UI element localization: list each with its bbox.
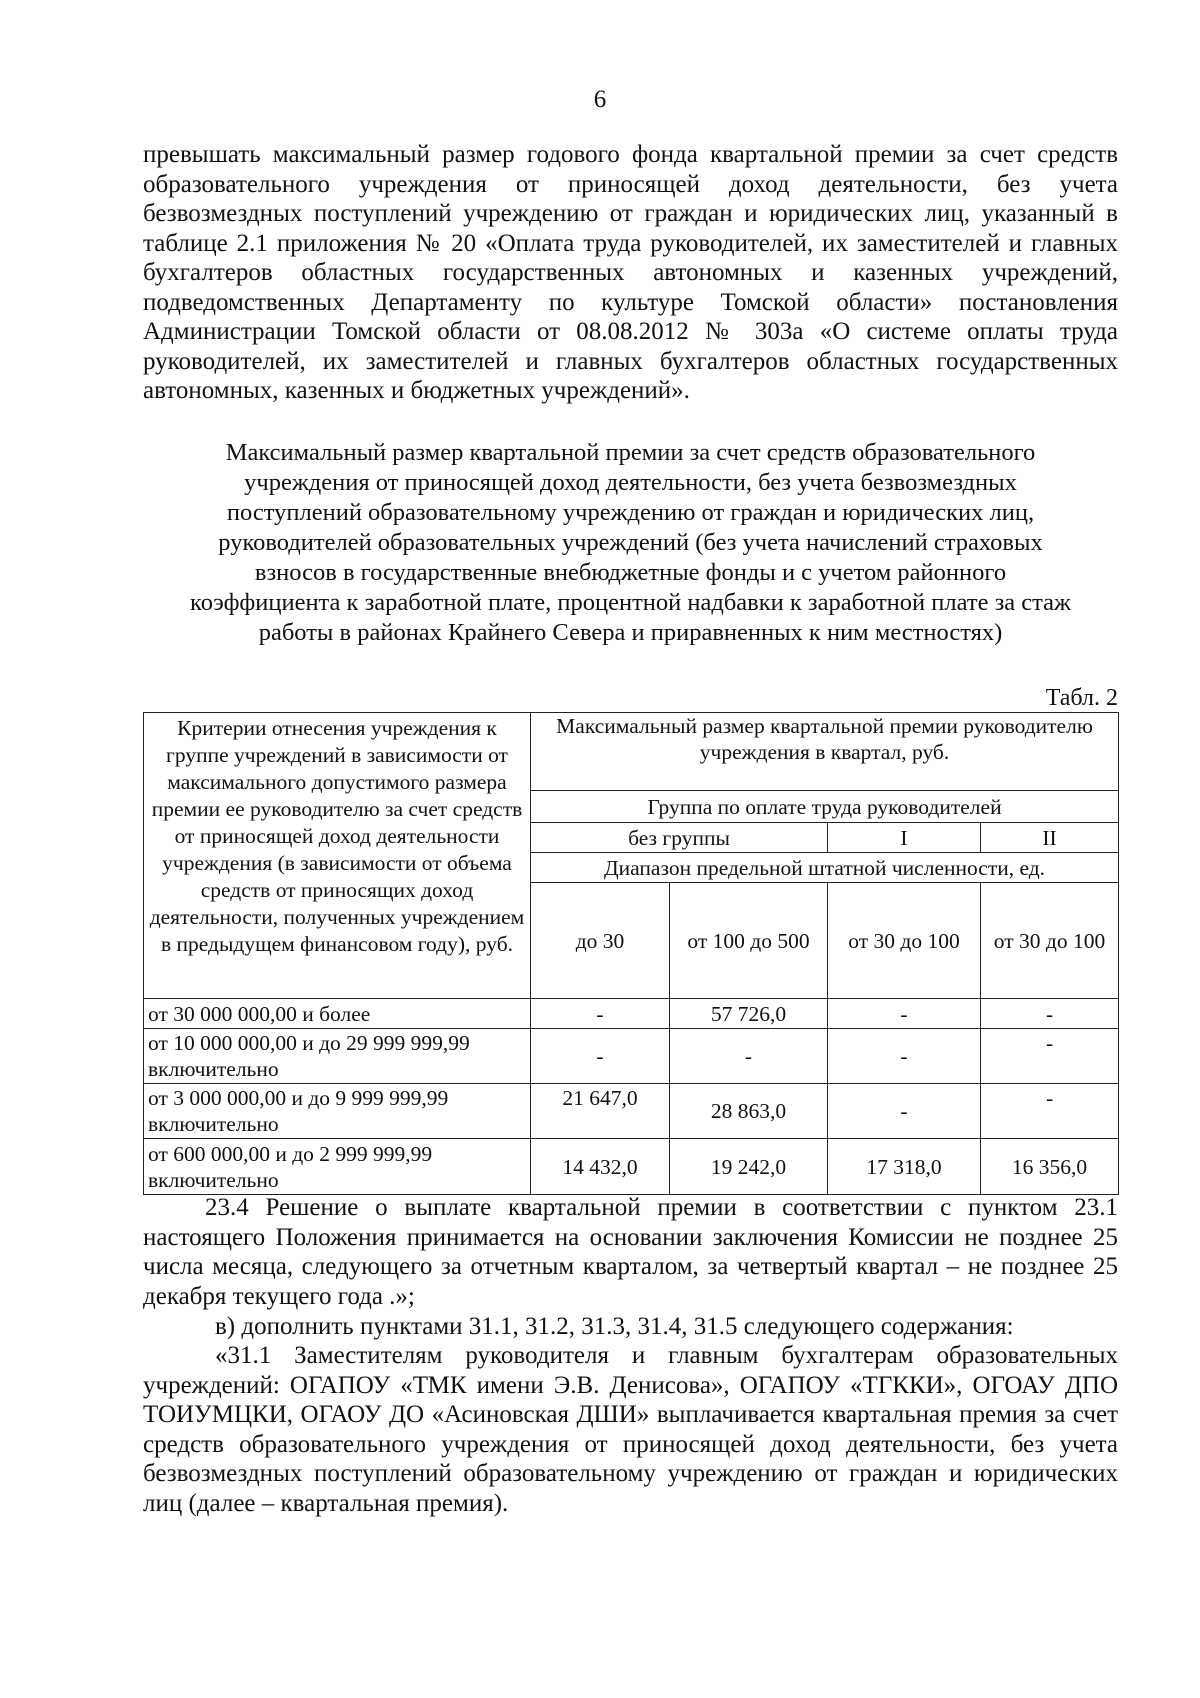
row-value: 19 242,0 [670,1139,828,1195]
range-cell: от 30 до 100 [981,883,1119,999]
row-value: - [670,1029,828,1084]
row-value: - [981,999,1119,1029]
table-row [144,1139,1119,1195]
row-value: - [981,1084,1119,1139]
row-value: 57 726,0 [670,999,828,1029]
range-header: Диапазон предельной штатной численности, ед. [531,853,1119,883]
heading-line: учреждения от приносящей доход деятельности, без учета безвозмездных [244,469,1017,496]
premium-table [143,712,1119,1195]
table-row [144,1084,1119,1139]
heading-line: коэффициента к заработной плате, процентной надбавки к заработной плате за стаж [190,589,1071,616]
table-label: Табл. 2 [1045,685,1118,711]
row-criterion: от 30 000 000,00 и более [144,999,531,1029]
row-value: 14 432,0 [531,1139,670,1195]
heading-line: взносов в государственные внебюджетные фонды и с учетом районного [254,559,1007,586]
heading-line: Максимальный размер квартальной премии за счет средств образовательного [225,439,1036,466]
group-2: II [981,823,1119,853]
row-value: - [531,999,670,1029]
heading-line: руководителей образовательных учреждений (без учета начислений страховых [218,529,1043,556]
row-value: 28 863,0 [670,1084,828,1139]
paragraph-23-4: 23.4 Решение о выплате квартальной премии в соответствии с пунктом 23.1 настоящего Положения принимается на основании заключения Комиссии не позднее 25 числа месяца, следующего за отчетным кварталом, за четвертый квартал – не позднее 25 декабря текущего года .»; [143,1194,1118,1310]
criteria-header: Критерии отнесения учреждения к группе учреждений в зависимости от максимального допустимого размера премии ее руководителю за счет средств от приносящей доход деятельности учреждения (в зависимости от объема средств от приносящих доход деятельности, полученных учреждением в предыдущем финансовом году), руб. [144,713,531,999]
row-value: - [828,1084,981,1139]
intro-paragraph: превышать максимальный размер годового фонда квартальной премии за счет средств образовательного учреждения от приносящей доход деятельности, без учета безвозмездных поступлений учреждению от граждан и юридических лиц, указанный в таблице 2.1 приложения № 20 «Оплата труда руководителей, их заместителей и главных бухгалтеров областных государственных автономных и казенных учреждений, подведомственных Департаменту по культуре Томской области» постановления Администрации Томской области от 08.08.2012 № 303а «О системе оплаты труда руководителей, их заместителей и главных бухгалтеров областных государственных автономных, казенных и бюджетных учреждений». [143,141,1118,404]
row-value: - [828,1029,981,1084]
range-cell: до 30 [531,883,670,999]
row-value: - [981,1029,1119,1084]
heading-line: поступлений образовательному учреждению от граждан и юридических лиц, [226,499,1035,526]
table-row [144,999,1119,1029]
row-criterion: от 600 000,00 и до 2 999 999,99 включительно [144,1139,531,1195]
range-cell: от 30 до 100 [828,883,981,999]
group-header: Группа по оплате труда руководителей [531,791,1119,823]
row-criterion: от 3 000 000,00 и до 9 999 999,99 включительно [144,1084,531,1139]
row-value: 16 356,0 [981,1139,1119,1195]
row-value: 21 647,0 [531,1084,670,1139]
table-row [144,1029,1119,1084]
row-value: 17 318,0 [828,1139,981,1195]
heading-line: работы в районах Крайнего Севера и приравненных к ним местностях) [258,619,1003,646]
range-cell: от 100 до 500 [670,883,828,999]
paragraph-v: в) дополнить пунктами 31.1, 31.2, 31.3, 31.4, 31.5 следующего содержания: [215,1313,1014,1340]
page-number: 6 [593,86,607,113]
group-1: I [828,823,981,853]
group-none: без группы [531,823,828,853]
paragraph-31-1: «31.1 Заместителям руководителя и главным бухгалтерам образовательных учреждений: ОГАПОУ «ТМК имени Э.В. Денисова», ОГАПОУ «ТГККИ», ОГОАУ ДПО ТОИУМЦКИ, ОГАОУ ДО «Асиновская ДШИ» выплачивается квартальная премия за счет средств образовательного учреждения от приносящей доход деятельности, без учета безвозмездных поступлений образовательному учреждению от граждан и юридических лиц (далее – квартальная премия). [143,1342,1118,1517]
row-value: - [531,1029,670,1084]
max-premium-header: Максимальный размер квартальной премии руководителю учреждения в квартал, руб. [531,713,1119,791]
row-value: - [828,999,981,1029]
table-heading [143,438,1118,648]
row-criterion: от 10 000 000,00 и до 29 999 999,99 включительно [144,1029,531,1084]
